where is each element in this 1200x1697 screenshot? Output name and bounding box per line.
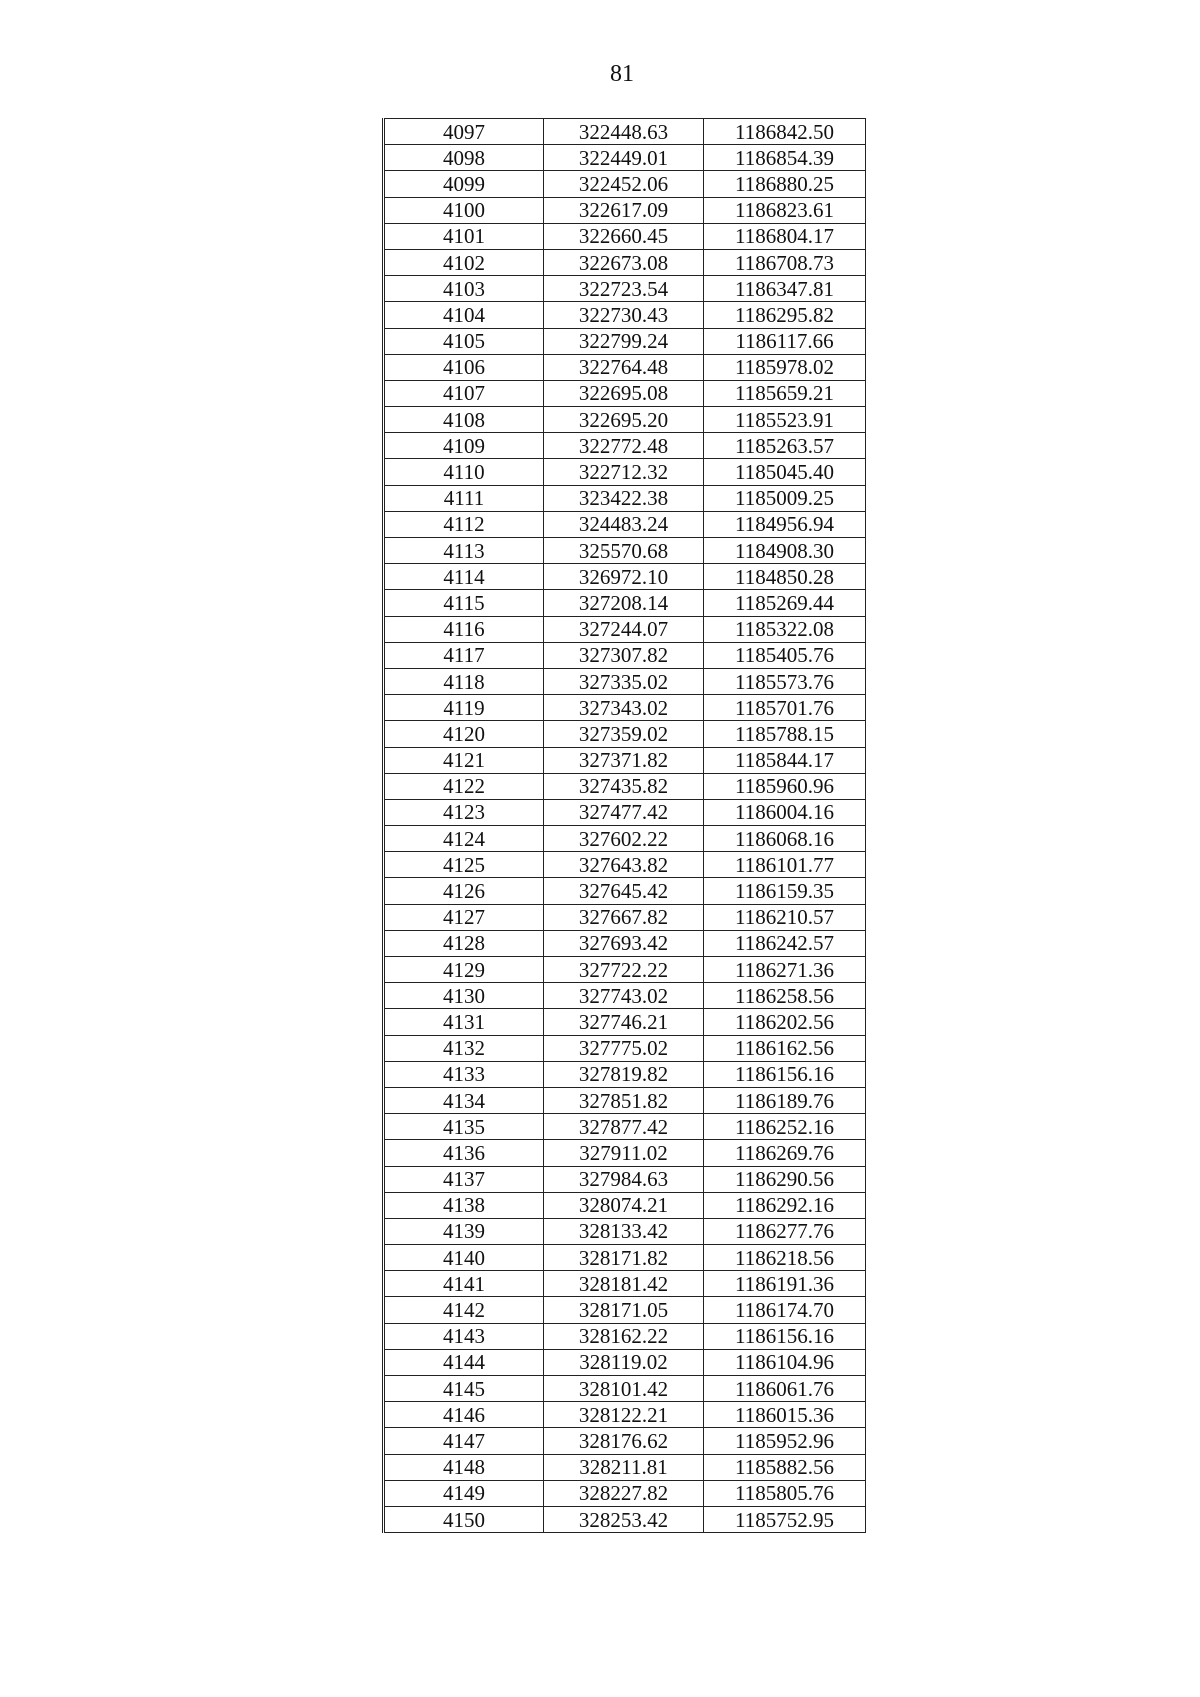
- point-number-cell: 4118: [384, 668, 544, 694]
- y-coordinate-cell: 1185701.76: [704, 695, 866, 721]
- table-row: [384, 1035, 866, 1061]
- table-row: [384, 197, 866, 223]
- x-coordinate-cell: 327775.02: [544, 1035, 704, 1061]
- y-coordinate-cell: 1185960.96: [704, 773, 866, 799]
- x-coordinate-cell: 322764.48: [544, 354, 704, 380]
- table-row: [384, 328, 866, 354]
- point-number-cell: 4104: [384, 302, 544, 328]
- y-coordinate-cell: 1186269.76: [704, 1140, 866, 1166]
- x-coordinate-cell: 327208.14: [544, 590, 704, 616]
- x-coordinate-cell: 322452.06: [544, 171, 704, 197]
- y-coordinate-cell: 1186174.70: [704, 1297, 866, 1323]
- x-coordinate-cell: 327343.02: [544, 695, 704, 721]
- table-row: [384, 538, 866, 564]
- table-row: [384, 249, 866, 275]
- y-coordinate-cell: 1186277.76: [704, 1218, 866, 1244]
- x-coordinate-cell: 328162.22: [544, 1323, 704, 1349]
- point-number-cell: 4112: [384, 511, 544, 537]
- y-coordinate-cell: 1186218.56: [704, 1245, 866, 1271]
- y-coordinate-cell: 1185788.15: [704, 721, 866, 747]
- point-number-cell: 4119: [384, 695, 544, 721]
- x-coordinate-cell: 322723.54: [544, 276, 704, 302]
- point-number-cell: 4138: [384, 1192, 544, 1218]
- point-number-cell: 4108: [384, 407, 544, 433]
- table-row: [384, 1009, 866, 1035]
- point-number-cell: 4134: [384, 1087, 544, 1113]
- y-coordinate-cell: 1186189.76: [704, 1087, 866, 1113]
- y-coordinate-cell: 1186804.17: [704, 223, 866, 249]
- point-number-cell: 4110: [384, 459, 544, 485]
- table-row: [384, 1454, 866, 1480]
- y-coordinate-cell: 1185045.40: [704, 459, 866, 485]
- coordinates-table-container: [382, 118, 866, 1533]
- y-coordinate-cell: 1186290.56: [704, 1166, 866, 1192]
- x-coordinate-cell: 327746.21: [544, 1009, 704, 1035]
- y-coordinate-cell: 1186295.82: [704, 302, 866, 328]
- point-number-cell: 4132: [384, 1035, 544, 1061]
- y-coordinate-cell: 1185752.95: [704, 1506, 866, 1532]
- table-row: [384, 1376, 866, 1402]
- y-coordinate-cell: 1185844.17: [704, 747, 866, 773]
- point-number-cell: 4121: [384, 747, 544, 773]
- point-number-cell: 4141: [384, 1271, 544, 1297]
- x-coordinate-cell: 327359.02: [544, 721, 704, 747]
- y-coordinate-cell: 1186162.56: [704, 1035, 866, 1061]
- y-coordinate-cell: 1186104.96: [704, 1349, 866, 1375]
- table-row: [384, 1218, 866, 1244]
- y-coordinate-cell: 1185659.21: [704, 380, 866, 406]
- x-coordinate-cell: 327693.42: [544, 930, 704, 956]
- x-coordinate-cell: 328133.42: [544, 1218, 704, 1244]
- point-number-cell: 4137: [384, 1166, 544, 1192]
- point-number-cell: 4116: [384, 616, 544, 642]
- x-coordinate-cell: 327851.82: [544, 1087, 704, 1113]
- y-coordinate-cell: 1185263.57: [704, 433, 866, 459]
- x-coordinate-cell: 328119.02: [544, 1349, 704, 1375]
- table-row: [384, 1192, 866, 1218]
- point-number-cell: 4125: [384, 852, 544, 878]
- x-coordinate-cell: 328101.42: [544, 1376, 704, 1402]
- x-coordinate-cell: 327244.07: [544, 616, 704, 642]
- y-coordinate-cell: 1185573.76: [704, 668, 866, 694]
- x-coordinate-cell: 324483.24: [544, 511, 704, 537]
- point-number-cell: 4117: [384, 642, 544, 668]
- x-coordinate-cell: 322730.43: [544, 302, 704, 328]
- table-row: [384, 904, 866, 930]
- y-coordinate-cell: 1186842.50: [704, 119, 866, 145]
- y-coordinate-cell: 1185322.08: [704, 616, 866, 642]
- table-row: [384, 1061, 866, 1087]
- table-row: [384, 747, 866, 773]
- point-number-cell: 4100: [384, 197, 544, 223]
- x-coordinate-cell: 327371.82: [544, 747, 704, 773]
- point-number-cell: 4114: [384, 564, 544, 590]
- y-coordinate-cell: 1185882.56: [704, 1454, 866, 1480]
- point-number-cell: 4105: [384, 328, 544, 354]
- table-row: [384, 721, 866, 747]
- point-number-cell: 4109: [384, 433, 544, 459]
- x-coordinate-cell: 322617.09: [544, 197, 704, 223]
- point-number-cell: 4123: [384, 799, 544, 825]
- y-coordinate-cell: 1186347.81: [704, 276, 866, 302]
- point-number-cell: 4107: [384, 380, 544, 406]
- x-coordinate-cell: 322448.63: [544, 119, 704, 145]
- x-coordinate-cell: 322772.48: [544, 433, 704, 459]
- y-coordinate-cell: 1186202.56: [704, 1009, 866, 1035]
- y-coordinate-cell: 1186252.16: [704, 1114, 866, 1140]
- point-number-cell: 4150: [384, 1506, 544, 1532]
- table-row: [384, 1349, 866, 1375]
- x-coordinate-cell: 322695.20: [544, 407, 704, 433]
- y-coordinate-cell: 1184908.30: [704, 538, 866, 564]
- point-number-cell: 4103: [384, 276, 544, 302]
- y-coordinate-cell: 1186258.56: [704, 983, 866, 1009]
- x-coordinate-cell: 327477.42: [544, 799, 704, 825]
- point-number-cell: 4139: [384, 1218, 544, 1244]
- x-coordinate-cell: 328122.21: [544, 1402, 704, 1428]
- x-coordinate-cell: 323422.38: [544, 485, 704, 511]
- x-coordinate-cell: 327335.02: [544, 668, 704, 694]
- table-row: [384, 485, 866, 511]
- table-row: [384, 616, 866, 642]
- table-row: [384, 511, 866, 537]
- point-number-cell: 4106: [384, 354, 544, 380]
- coordinates-table: [382, 118, 866, 1533]
- table-row: [384, 799, 866, 825]
- table-row: [384, 1480, 866, 1506]
- point-number-cell: 4146: [384, 1402, 544, 1428]
- point-number-cell: 4140: [384, 1245, 544, 1271]
- x-coordinate-cell: 328171.05: [544, 1297, 704, 1323]
- coordinates-table-body: [384, 119, 866, 1533]
- table-row: [384, 668, 866, 694]
- y-coordinate-cell: 1186156.16: [704, 1061, 866, 1087]
- x-coordinate-cell: 322449.01: [544, 145, 704, 171]
- x-coordinate-cell: 328171.82: [544, 1245, 704, 1271]
- point-number-cell: 4144: [384, 1349, 544, 1375]
- x-coordinate-cell: 328253.42: [544, 1506, 704, 1532]
- table-row: [384, 459, 866, 485]
- table-row: [384, 380, 866, 406]
- y-coordinate-cell: 1185523.91: [704, 407, 866, 433]
- table-row: [384, 826, 866, 852]
- point-number-cell: 4102: [384, 249, 544, 275]
- x-coordinate-cell: 327743.02: [544, 983, 704, 1009]
- table-row: [384, 276, 866, 302]
- x-coordinate-cell: 328211.81: [544, 1454, 704, 1480]
- point-number-cell: 4135: [384, 1114, 544, 1140]
- y-coordinate-cell: 1184850.28: [704, 564, 866, 590]
- table-row: [384, 1166, 866, 1192]
- y-coordinate-cell: 1185009.25: [704, 485, 866, 511]
- x-coordinate-cell: 322673.08: [544, 249, 704, 275]
- x-coordinate-cell: 327602.22: [544, 826, 704, 852]
- point-number-cell: 4130: [384, 983, 544, 1009]
- y-coordinate-cell: 1186117.66: [704, 328, 866, 354]
- x-coordinate-cell: 327435.82: [544, 773, 704, 799]
- x-coordinate-cell: 322660.45: [544, 223, 704, 249]
- point-number-cell: 4111: [384, 485, 544, 511]
- table-row: [384, 1140, 866, 1166]
- y-coordinate-cell: 1186292.16: [704, 1192, 866, 1218]
- y-coordinate-cell: 1186708.73: [704, 249, 866, 275]
- y-coordinate-cell: 1186004.16: [704, 799, 866, 825]
- table-row: [384, 1245, 866, 1271]
- table-row: [384, 1428, 866, 1454]
- y-coordinate-cell: 1185269.44: [704, 590, 866, 616]
- table-row: [384, 407, 866, 433]
- point-number-cell: 4101: [384, 223, 544, 249]
- y-coordinate-cell: 1185405.76: [704, 642, 866, 668]
- table-row: [384, 773, 866, 799]
- table-row: [384, 1323, 866, 1349]
- x-coordinate-cell: 328227.82: [544, 1480, 704, 1506]
- x-coordinate-cell: 327911.02: [544, 1140, 704, 1166]
- y-coordinate-cell: 1185978.02: [704, 354, 866, 380]
- y-coordinate-cell: 1186854.39: [704, 145, 866, 171]
- x-coordinate-cell: 327819.82: [544, 1061, 704, 1087]
- x-coordinate-cell: 327643.82: [544, 852, 704, 878]
- table-row: [384, 1506, 866, 1532]
- y-coordinate-cell: 1185805.76: [704, 1480, 866, 1506]
- x-coordinate-cell: 322712.32: [544, 459, 704, 485]
- point-number-cell: 4148: [384, 1454, 544, 1480]
- table-row: [384, 930, 866, 956]
- x-coordinate-cell: 327667.82: [544, 904, 704, 930]
- x-coordinate-cell: 325570.68: [544, 538, 704, 564]
- y-coordinate-cell: 1186271.36: [704, 957, 866, 983]
- point-number-cell: 4143: [384, 1323, 544, 1349]
- y-coordinate-cell: 1186101.77: [704, 852, 866, 878]
- x-coordinate-cell: 327307.82: [544, 642, 704, 668]
- x-coordinate-cell: 328176.62: [544, 1428, 704, 1454]
- point-number-cell: 4113: [384, 538, 544, 564]
- table-row: [384, 1114, 866, 1140]
- table-row: [384, 1402, 866, 1428]
- table-row: [384, 957, 866, 983]
- x-coordinate-cell: 327645.42: [544, 878, 704, 904]
- y-coordinate-cell: 1186880.25: [704, 171, 866, 197]
- table-row: [384, 590, 866, 616]
- table-row: [384, 878, 866, 904]
- x-coordinate-cell: 327877.42: [544, 1114, 704, 1140]
- x-coordinate-cell: 328181.42: [544, 1271, 704, 1297]
- x-coordinate-cell: 322799.24: [544, 328, 704, 354]
- y-coordinate-cell: 1186156.16: [704, 1323, 866, 1349]
- point-number-cell: 4149: [384, 1480, 544, 1506]
- y-coordinate-cell: 1186823.61: [704, 197, 866, 223]
- point-number-cell: 4120: [384, 721, 544, 747]
- y-coordinate-cell: 1186159.35: [704, 878, 866, 904]
- point-number-cell: 4124: [384, 826, 544, 852]
- y-coordinate-cell: 1184956.94: [704, 511, 866, 537]
- table-row: [384, 171, 866, 197]
- point-number-cell: 4098: [384, 145, 544, 171]
- table-row: [384, 223, 866, 249]
- point-number-cell: 4122: [384, 773, 544, 799]
- x-coordinate-cell: 326972.10: [544, 564, 704, 590]
- y-coordinate-cell: 1186015.36: [704, 1402, 866, 1428]
- table-row: [384, 1087, 866, 1113]
- point-number-cell: 4099: [384, 171, 544, 197]
- x-coordinate-cell: 322695.08: [544, 380, 704, 406]
- point-number-cell: 4127: [384, 904, 544, 930]
- point-number-cell: 4142: [384, 1297, 544, 1323]
- point-number-cell: 4133: [384, 1061, 544, 1087]
- point-number-cell: 4129: [384, 957, 544, 983]
- point-number-cell: 4131: [384, 1009, 544, 1035]
- table-row: [384, 354, 866, 380]
- page-number: 81: [610, 61, 634, 87]
- y-coordinate-cell: 1186242.57: [704, 930, 866, 956]
- table-row: [384, 983, 866, 1009]
- x-coordinate-cell: 328074.21: [544, 1192, 704, 1218]
- y-coordinate-cell: 1186068.16: [704, 826, 866, 852]
- point-number-cell: 4128: [384, 930, 544, 956]
- y-coordinate-cell: 1186061.76: [704, 1376, 866, 1402]
- table-row: [384, 695, 866, 721]
- table-row: [384, 642, 866, 668]
- table-row: [384, 433, 866, 459]
- y-coordinate-cell: 1185952.96: [704, 1428, 866, 1454]
- point-number-cell: 4145: [384, 1376, 544, 1402]
- point-number-cell: 4115: [384, 590, 544, 616]
- point-number-cell: 4097: [384, 119, 544, 145]
- y-coordinate-cell: 1186191.36: [704, 1271, 866, 1297]
- table-row: [384, 1271, 866, 1297]
- point-number-cell: 4147: [384, 1428, 544, 1454]
- x-coordinate-cell: 327984.63: [544, 1166, 704, 1192]
- table-row: [384, 119, 866, 145]
- point-number-cell: 4136: [384, 1140, 544, 1166]
- x-coordinate-cell: 327722.22: [544, 957, 704, 983]
- table-row: [384, 564, 866, 590]
- table-row: [384, 302, 866, 328]
- table-row: [384, 1297, 866, 1323]
- table-row: [384, 145, 866, 171]
- table-row: [384, 852, 866, 878]
- point-number-cell: 4126: [384, 878, 544, 904]
- y-coordinate-cell: 1186210.57: [704, 904, 866, 930]
